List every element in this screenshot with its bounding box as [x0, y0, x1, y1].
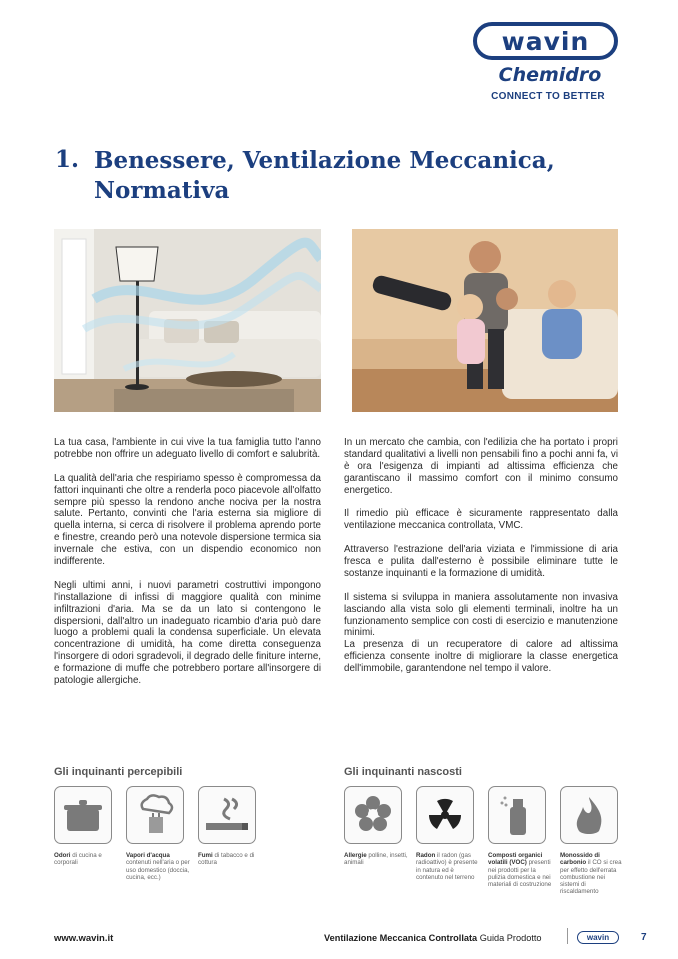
- caption-voc: [488, 852, 554, 888]
- right-text-column: [344, 437, 618, 687]
- caption-odori: [54, 852, 120, 867]
- paragraph: Negli ultimi anni, i nuovi parametri costruttivi impongono l'installazione di infissi di maggiore qualità con minime infiltrazioni d'aria. Ma se da un lato si contengono le dispersioni, dall'altro un inadeguato ricambio d'aria può dare luogo a problemi quali la condensa superficiale. Un elevata concentrazione di umidità, ha come diretta conseguenza l'insorgere di odori sgradevoli, il degrado delle finiture interne, e formazione di muffe che potrebbero portare all'insorgere di patologie allergiche.: [54, 579, 321, 687]
- caption-bold: Fumi: [198, 852, 213, 859]
- caption-fumi: [198, 852, 264, 867]
- footer-logo-text: wavin: [586, 933, 610, 942]
- caption-bold: Vapori d'acqua: [126, 852, 170, 859]
- spray-icon: [488, 786, 546, 844]
- footer-doc-subtitle: Guida Prodotto: [479, 933, 542, 943]
- paragraph: La qualità dell'aria che respiriamo spesso è compromessa da fattori inquinanti che oltre a renderla poco piacevole all'olfatto sempre più spesso la rendono anche nociva per la nostra salute. Pertanto, convinti che l'aria esterna sia migliore di quella interna, si cerca di risolvere il problema aprendo porte e finestre, creando però una notevole dispersione termica sia invernale che estiva, con un dispendio economico non indifferente.: [54, 472, 321, 568]
- footer-wavin-logo: [577, 931, 619, 944]
- caption-bold: Odori: [54, 852, 71, 859]
- paragraph: Attraverso l'estrazione dell'aria viziata e l'immissione di aria fresca e pulita dall'esterno è possibile eliminare tutte le sostanze inquinanti e la formazione di umidità.: [344, 544, 618, 579]
- caption-text: di tabacco e di cottura: [198, 852, 255, 867]
- wavin-logo: [473, 22, 618, 60]
- chemidro-logo: Chemidro: [498, 64, 602, 86]
- paragraph: Il rimedio più efficace è sicuramente rappresentato dalla ventilazione meccanica controllata, VMC.: [344, 508, 618, 532]
- paragraph: La presenza di un recuperatore di calore ad altissima efficienza consente inoltre di migliorare la classe energetica dell'immobile, garantendone nel tempo il valore.: [344, 639, 618, 675]
- caption-text: presenti nei prodotti per la pulizia domestica e nei materiali di costruzione: [488, 859, 552, 889]
- perceptible-section-title: Gli inquinanti percepibili: [54, 766, 183, 778]
- pot-icon: [54, 786, 112, 844]
- footer-divider: [567, 928, 568, 944]
- caption-text: il radon (gas radioattivo) è presente in natura ed è contenuto nel terreno: [416, 852, 478, 881]
- caption-bold: Composti organici volatili (VOC): [488, 852, 543, 867]
- cigarette-icon: [198, 786, 256, 844]
- caption-bold: Monossido di carbonio: [560, 852, 600, 867]
- page-title: Benessere, Ventilazione Meccanica, Normativa: [94, 147, 555, 204]
- caption-text: polline, insetti, animali: [344, 852, 408, 867]
- caption-allergie: [344, 852, 410, 867]
- caption-radon: [416, 852, 482, 881]
- flower-icon: [344, 786, 402, 844]
- section-number: 1.: [55, 146, 80, 173]
- left-text-column: [54, 437, 321, 699]
- hidden-section-title: Gli inquinanti nascosti: [344, 766, 462, 778]
- footer-website[interactable]: www.wavin.it: [54, 933, 114, 944]
- fire-icon: [560, 786, 618, 844]
- living-room-photo: [54, 229, 321, 412]
- caption-bold: Radon: [416, 852, 436, 859]
- caption-vapori: [126, 852, 192, 881]
- paragraph: La tua casa, l'ambiente in cui vive la tua famiglia tutto l'anno potrebbe non offrire un adeguato livello di comfort e salubrità.: [54, 437, 321, 460]
- footer-doc-title-bold: Ventilazione Meccanica Controllata: [324, 933, 478, 943]
- family-photo: [352, 229, 618, 412]
- brand-tagline: CONNECT TO BETTER: [491, 91, 605, 102]
- paragraph: In un mercato che cambia, con l'edilizia che ha portato i propri standard qualitativi a livelli non pensabili fino a pochi anni fa, vi è ora l'esigenza di impianti ad altissima efficienza che garantiscano il massimo comfort con il minimo consumo energetico.: [344, 437, 618, 496]
- radiation-icon: [416, 786, 474, 844]
- caption-monossido: [560, 852, 626, 896]
- wavin-logo-text: wavin: [501, 26, 590, 56]
- caption-text: di cucina e corporali: [54, 852, 102, 867]
- caption-text: il CO si crea per effetto dell'errata combustione nei sistemi di riscaldamento: [560, 859, 622, 896]
- caption-bold: Allergie: [344, 852, 367, 859]
- paragraph: Il sistema si sviluppa in maniera assolutamente non invasiva lasciando alla vista solo gli elementi terminali, inoltre ha un funzionamento semplice con costi di esercizio e manutenzione minimi.: [344, 591, 618, 639]
- steam-icon: [126, 786, 184, 844]
- footer-doc-title: [324, 933, 542, 943]
- caption-text: contenuti nell'aria o per uso domestico (doccia, cucina, ecc.): [126, 859, 190, 881]
- page-number: 7: [641, 932, 647, 943]
